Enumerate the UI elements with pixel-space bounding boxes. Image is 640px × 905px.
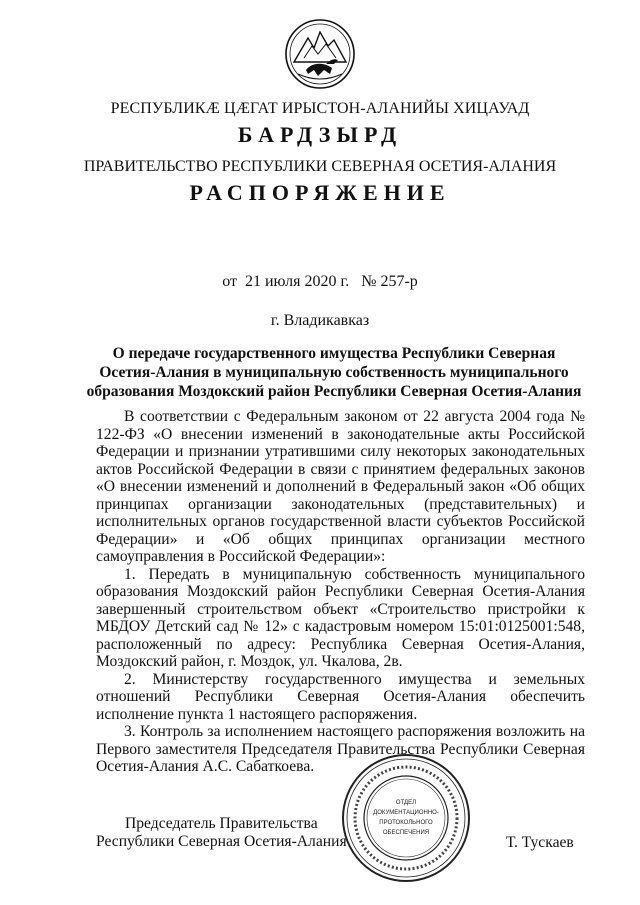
title-line: О передаче государственного имущества Республики Северная — [112, 345, 556, 362]
body-paragraph-item-3: 3. Контроль за исполнением настоящего распоряжения возложить на Первого заместителя Председателя Правительства Республики Северная Осетия-Алания А.С. Сабаткоева. — [96, 723, 585, 775]
stamp-inner-line: ПРОТОКОЛЬНОГО — [379, 820, 433, 826]
signature-name: Т. Тускаев — [506, 834, 574, 851]
date-prefix: от — [222, 273, 237, 290]
signature-position-line: Республики Северная Осетия-Алания — [96, 833, 347, 850]
title-line: Осетия-Алания в муниципальную собственность муниципального — [99, 364, 569, 381]
stamp-inner-line: ОТДЕЛ — [395, 800, 417, 806]
title-line: образования Моздокский район Республики Северная Осетия-Алания — [86, 383, 582, 400]
document-title — [86, 344, 582, 401]
header-government: ПРАВИТЕЛЬСТВО РЕСПУБЛИКИ СЕВЕРНАЯ ОСЕТИЯ-АЛАНИЯ — [83, 158, 557, 175]
body-paragraph-preamble: В соответствии с Федеральным законом от 22 августа 2004 года № 122-ФЗ «О внесении изменений в законодательные акты Российской Федерации и признании утратившими силу некоторых законодательных актов Российской Федерации в связи с принятием федеральных законов «О внесении изменений и дополнений в Федеральный закон «Об общих принципах организации законодательных (представительных) и исполнительных органов государственной власти субъектов Российской Федерации» и «Об общих принципах организации местного самоуправления в Российской Федерации»: — [96, 408, 585, 565]
date-number-line — [0, 273, 640, 291]
stamp-inner-line: ОБЕСПЕЧЕНИЯ — [382, 830, 430, 836]
coat-of-arms-emblem — [284, 18, 356, 90]
body-paragraph-item-1: 1. Передать в муниципальную собственность муниципального образования Моздокский район Республики Северная Осетия-Алания завершенный строительством объект «Строительство пристройки к МБДОУ Детский сад № 12» с кадастровым номером 15:01:0125001:548, расположенный по адресу: Республика Северная Осетия-Алания, Моздокский район, г. Моздок, ул. Чкалова, 2в. — [96, 565, 585, 670]
header-rasporyazhenie: РАСПОРЯЖЕНИЕ — [189, 180, 451, 205]
document-number: № 257-р — [361, 273, 418, 290]
document-date: 21 июля 2020 г. — [244, 273, 350, 290]
document-city: г. Владикавказ — [270, 312, 370, 329]
header-republic-ossetian: РЕСПУБЛИКӔ ЦӔГАТ ИРЫСТОН-АЛАНИЙЫ ХИЦАУАД — [110, 100, 530, 117]
body-paragraph-item-2: 2. Министерству государственного имущества и земельных отношений Республики Северная Осетия-Алания обеспечить исполнение пункта 1 настоящего распоряжения. — [96, 670, 585, 723]
signature-position-line: Председатель Правительства — [124, 815, 318, 832]
header-bardzyrd: БАРДЗЫРД — [237, 122, 403, 147]
official-round-stamp — [340, 752, 472, 884]
stamp-inner-line: ДОКУМЕНТАЦИОННО- — [373, 810, 439, 816]
signature-position — [96, 815, 347, 851]
document-body — [96, 408, 585, 776]
